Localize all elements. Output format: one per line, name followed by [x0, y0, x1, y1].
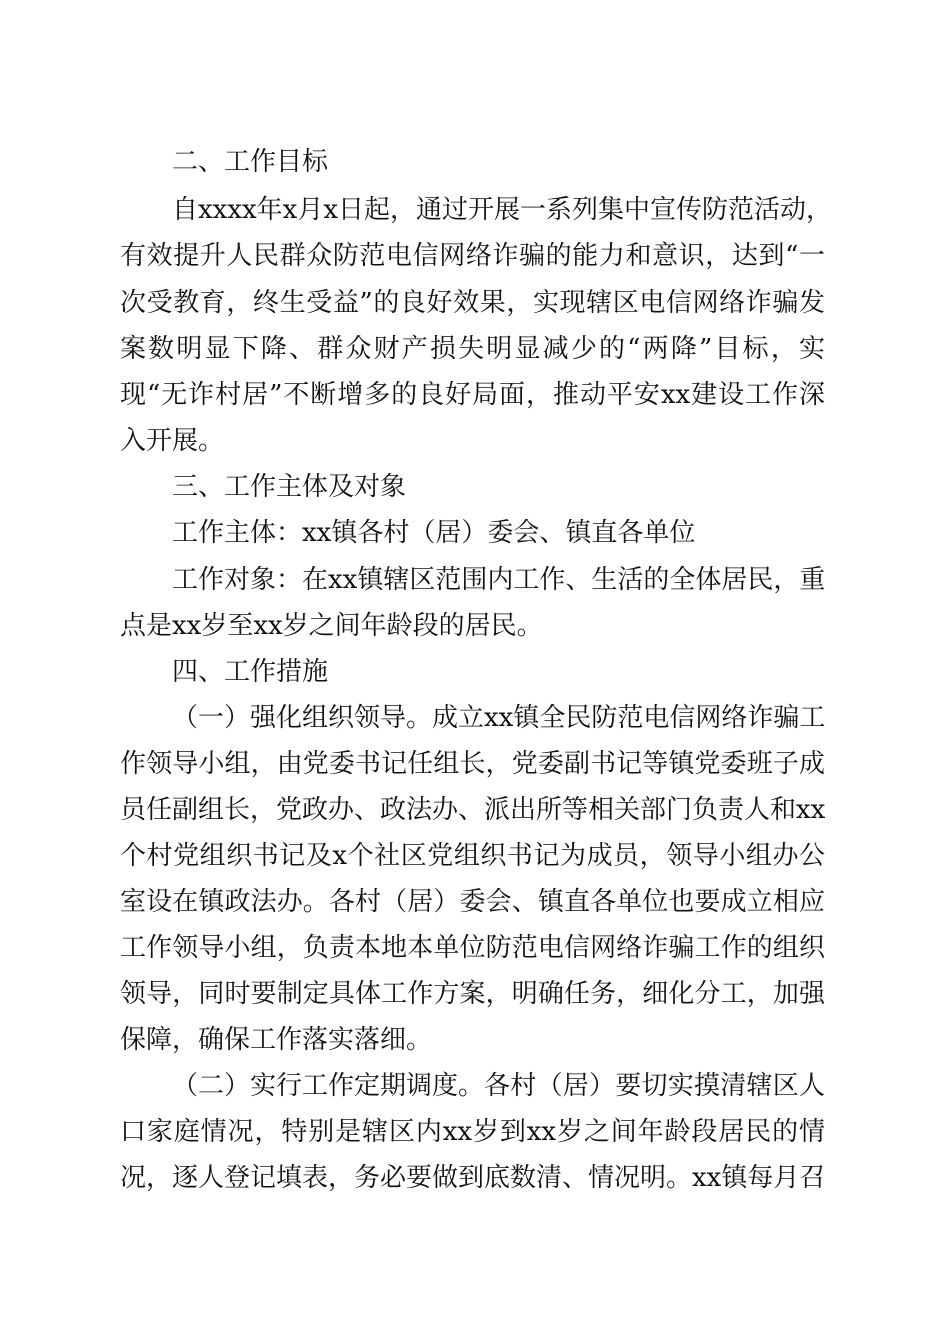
- paragraph-line: 口家庭情况，特别是辖区内xx岁到xx岁之间年龄段居民的情: [120, 1117, 825, 1147]
- paragraph-line: 现“无诈村居”不断增多的良好局面，推动平安xx建设工作深: [120, 380, 825, 410]
- paragraph-line: 次受教育，终生受益”的良好效果，实现辖区电信网络诈骗发: [120, 288, 825, 318]
- paragraph-line: 案数明显下降、群众财产损失明显减少的“两降”目标，实: [120, 334, 825, 364]
- paragraph-line: 自xxxx年x月x日起，通过开展一系列集中宣传防范活动，: [172, 195, 832, 225]
- paragraph-line: 领导，同时要制定具体工作方案，明确任务，细化分工，加强: [120, 979, 825, 1009]
- paragraph-line: 有效提升人民群众防范电信网络诈骗的能力和意识，达到“一: [120, 241, 825, 271]
- measure-item-1-text: 成立xx镇全民防范电信网络诈骗工: [432, 703, 826, 733]
- measure-item-1-title: （一）强化组织领导。: [172, 703, 433, 733]
- paragraph-line: 保障，确保工作落实落细。: [120, 1025, 433, 1055]
- paragraph-line: 入开展。: [120, 426, 225, 456]
- paragraph-line: 工作领导小组，负责本地本单位防范电信网络诈骗工作的组织: [120, 933, 825, 963]
- paragraph-line: 工作对象：在xx镇辖区范围内工作、生活的全体居民，重: [172, 565, 826, 595]
- paragraph-line: 工作主体：xx镇各村（居）委会、镇直各单位: [172, 518, 696, 548]
- paragraph-line: 员任副组长，党政办、政法办、派出所等相关部门负责人和xx: [120, 795, 826, 825]
- measure-item-1-first-line: [172, 698, 825, 738]
- paragraph-line: 作领导小组，由党委书记任组长，党委副书记等镇党委班子成: [120, 749, 825, 779]
- paragraph-line: 点是xx岁至xx岁之间年龄段的居民。: [120, 611, 543, 641]
- section-heading-goal: 二、工作目标: [172, 147, 329, 177]
- measure-item-2-text: 各村（居）要切实摸清辖区人: [484, 1071, 825, 1101]
- section-heading-measures: 四、工作措施: [172, 657, 329, 687]
- section-heading-subject: 三、工作主体及对象: [172, 472, 407, 502]
- measure-item-2-title: （二）实行工作定期调度。: [172, 1071, 485, 1101]
- paragraph-line: 况，逐人登记填表，务必要做到底数清、情况明。xx镇每月召: [120, 1163, 826, 1193]
- paragraph-line: 个村党组织书记及x个社区党组织书记为成员，领导小组办公: [120, 841, 825, 871]
- measure-item-2-first-line: [172, 1066, 825, 1106]
- paragraph-line: 室设在镇政法办。各村（居）委会、镇直各单位也要成立相应: [120, 887, 825, 917]
